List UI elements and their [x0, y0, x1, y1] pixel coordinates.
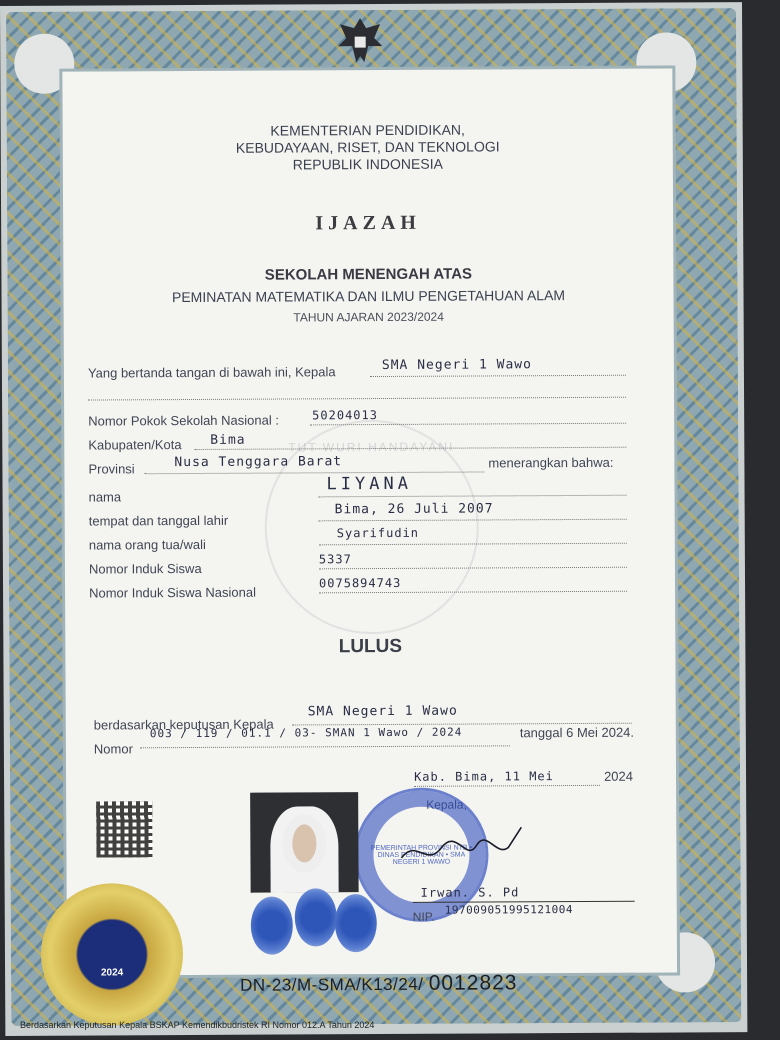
- thumbprint-3: [335, 894, 377, 952]
- kabupaten-value: Bima: [210, 432, 246, 448]
- signer-name: Irwan. S. Pd: [420, 885, 520, 900]
- nis-dotted-line: [319, 567, 627, 570]
- qr-code[interactable]: [96, 801, 152, 857]
- school-level: SEKOLAH MENENGAH ATAS: [264, 265, 473, 284]
- seal-year: 2024: [100, 967, 124, 979]
- ortu-value: Syarifudin: [336, 525, 420, 541]
- sign-place-dotted-line: [414, 785, 600, 787]
- nama-label: nama: [88, 489, 122, 505]
- serial-number: [240, 971, 517, 996]
- provinsi-label: Provinsi: [88, 461, 135, 477]
- ministry-line-2: KEBUDAYAAN, RISET, DAN TEKNOLOGI: [235, 138, 500, 156]
- graduation-status: LULUS: [338, 635, 403, 658]
- nomor-value: 003 / 119 / 01.1 / 03- SMAN 1 Wawo / 2024: [149, 725, 463, 741]
- garuda-emblem-icon: [330, 12, 390, 72]
- nomor-dotted-line: [140, 745, 510, 748]
- provinsi-value: Nusa Tenggara Barat: [174, 454, 343, 471]
- serial-prefix: DN-23/M-SMA/K13/24/: [240, 974, 424, 995]
- ttl-value: Bima, 26 Juli 2007: [334, 501, 494, 518]
- keputusan-value: SMA Negeri 1 Wawo: [307, 703, 458, 720]
- certificate-paper: [0, 2, 747, 1036]
- nama-value: LIYANA: [326, 473, 412, 495]
- blank-dotted-line: [88, 397, 626, 401]
- serial-digits: 0012823: [428, 971, 518, 995]
- stamp-text: PEMERINTAH PROVINSI NTB • DINAS PENDIDIKAN • SMA NEGERI 1 WAWO: [370, 844, 472, 866]
- footer-note: Berdasarkan Keputusan Kepala BSKAP Kemendikbudristek RI Nomor 012.A Tahun 2024: [20, 1020, 375, 1030]
- nisn-label: Nomor Induk Siswa Nasional: [89, 584, 257, 601]
- nis-value: 5337: [318, 552, 352, 567]
- kepala-value: SMA Negeri 1 Wawo: [381, 357, 532, 374]
- keputusan-label: berdasarkan keputusan Kepala: [93, 716, 274, 733]
- tahun-ajaran: TAHUN AJARAN 2023/2024: [293, 309, 444, 325]
- nisn-value: 0075894743: [318, 575, 402, 591]
- document-body: [62, 68, 677, 975]
- keputusan-tanggal: tanggal 6 Mei 2024.: [519, 724, 635, 741]
- signature-scribble: [396, 817, 536, 878]
- sign-year: 2024: [604, 768, 634, 784]
- nip-value: 197009051995121004: [444, 903, 573, 917]
- kabupaten-label: Kabupaten/Kota: [88, 437, 182, 453]
- ministry-line-1: KEMENTERIAN PENDIDIKAN,: [270, 121, 465, 139]
- npsn-value: 50204013: [312, 408, 378, 423]
- document-title: IJAZAH: [315, 211, 421, 235]
- npsn-label: Nomor Pokok Sekolah Nasional :: [88, 412, 279, 429]
- student-photo: [250, 792, 359, 893]
- photo-face: [282, 814, 326, 872]
- nisn-dotted-line: [319, 591, 627, 594]
- nomor-label: Nomor: [93, 741, 133, 757]
- nis-label: Nomor Induk Siswa: [88, 560, 202, 577]
- sign-kepala-label: Kepala,: [426, 797, 467, 812]
- ministry-header: [63, 120, 673, 174]
- watermark-text: TUT WURI HANDAYANI: [288, 439, 455, 455]
- hologram-seal: [41, 883, 184, 1026]
- kepala-dotted-line: [370, 375, 626, 377]
- peminatan: PEMINATAN MATEMATIKA DAN ILMU PENGETAHUAN ALAM: [171, 287, 566, 306]
- thumbprint-1: [251, 896, 293, 954]
- ttl-label: tempat dan tanggal lahir: [88, 512, 229, 529]
- kepala-label: Yang bertanda tangan di bawah ini, Kepala: [87, 364, 336, 381]
- sign-place-date: Kab. Bima, 11 Mei: [414, 769, 554, 784]
- ministry-line-3: REPUBLIK INDONESIA: [292, 155, 443, 173]
- menerangkan-label: menerangkan bahwa:: [488, 454, 614, 471]
- nip-label: NIP.: [412, 909, 435, 924]
- thumbprint-2: [295, 888, 337, 946]
- ortu-label: nama orang tua/wali: [88, 536, 206, 553]
